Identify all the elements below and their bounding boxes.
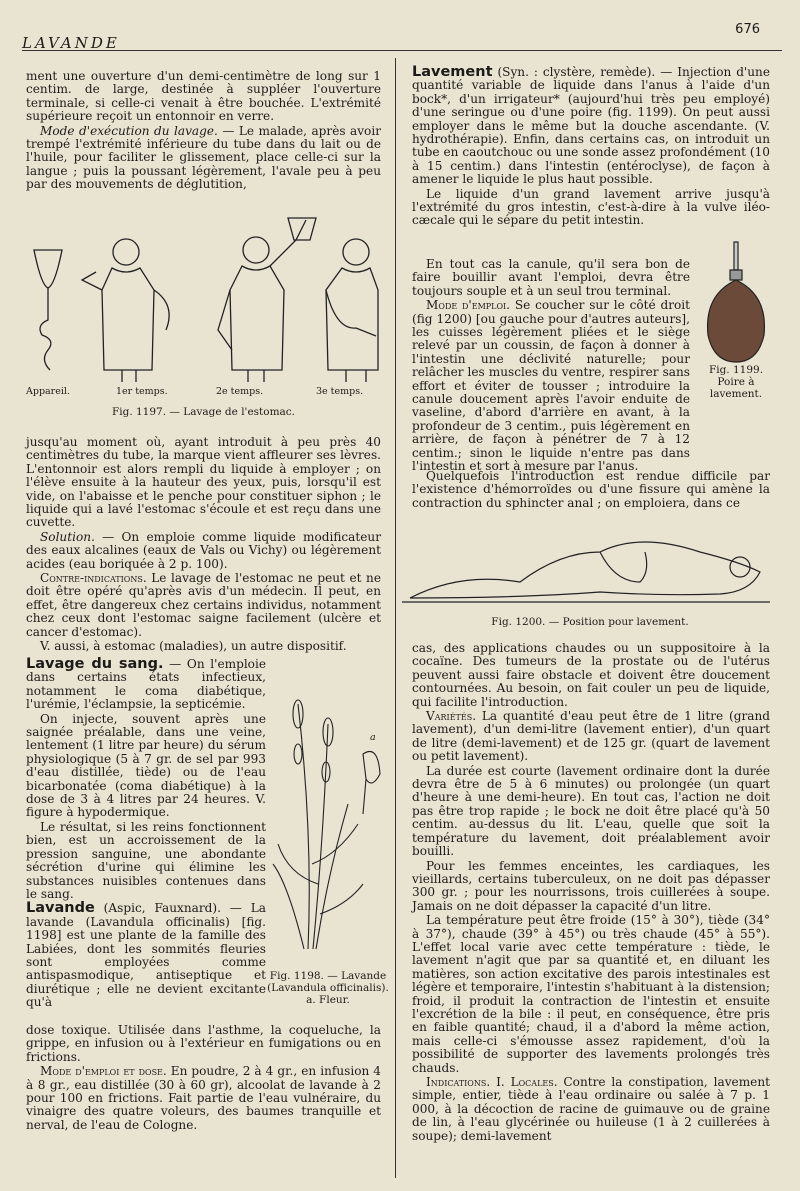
right-column-mode-emploi	[412, 258, 690, 475]
left-paragraph-3: jusqu'au moment où, ayant introduit à peu près 40 centimètres du tube, la marque vient affleurer ses lèvres. L'entonnoir est alors rempli du liquide à employer ; on l'élève ensuite à la hauteur des yeux, puis, lorsqu'il est vide, on l'abaisse et le penche pour constituer siphon ; le liquide qui a lavé l'estomac s'écoule et est reçu dans une cuvette.	[26, 435, 381, 530]
fig1197-label-temps-3: 3e temps.	[316, 386, 364, 397]
right-paragraph-11: Indications. I. Locales. Contre la constipation, lavement simple, entier, tiède à l'eau ordinaire ou salée à 7 p. 1 000, à la décoction de racine de guimauve ou de graine de lin, à l'eau glycérinée ou huileuse (1 à 2 cuillerées à soupe); demi-lavement	[412, 1075, 770, 1143]
enema-position-illustration	[400, 512, 780, 612]
lavender-illustration	[268, 684, 388, 954]
enema-bulb-illustration	[700, 240, 772, 365]
left-paragraph-10: Lavande (Aspic, Fauxnard). — La lavande (Lavandula officinalis) [fig. 1198] est une plante de la famille des Labiées, dont les sommités fleuries sont employées comme antispasmodique, antiseptique et diurétique ; elle ne devient excitante qu'à	[26, 900, 266, 1010]
left-column-lavage-sang	[26, 658, 266, 1011]
page-number: 676	[735, 22, 760, 37]
figure-1197	[26, 210, 381, 425]
fig1200-caption: Fig. 1200. — Position pour lavement.	[491, 616, 689, 628]
fig1199-caption: Fig. 1199. Poire à lavement.	[708, 364, 764, 400]
right-paragraph-4: Mode d'emploi. Se coucher sur le côté droit (fig 1200) [ou gauche pour d'autres auteurs], les cuisses légèrement pliées et le siège relevé par un coussin, de façon à donner à l'intestin une déclivité naturelle; pour relâcher les muscles du ventre, respirer sans effort et éviter de tousser ; introduire la canule doucement après l'avoir enduite de vaseline, d'abord d'arrière en avant, à la profondeur de 3 centim., puis légèrement en arrière, de façon à pénétrer de 7 à 12 centim.; sinon le liquide n'entre pas dans l'intestin et sort à mesure par l'anus.	[412, 298, 690, 474]
right-column-middle	[412, 470, 770, 511]
right-column-top	[412, 66, 770, 229]
fig1198-flower-label: a	[370, 732, 376, 743]
fig1197-label-temps-2: 2e temps.	[216, 386, 264, 397]
right-paragraph-6: cas, des applications chaudes ou un suppositoire à la cocaïne. Des tumeurs de la prostate ou de l'utérus peuvent aussi faire obstacle et doivent être doucement contournées. Au besoin, on fait couler un peu de liquide, qui facilite l'introduction.	[412, 641, 770, 709]
left-column-middle	[26, 436, 381, 655]
right-paragraph-10: La température peut être froide (15° à 30°), tiède (34° à 37°), chaude (39° à 45°) ou très chaude (45° à 55°). L'effet local varie avec cette température : tiède, le lavement n'agit que par sa quantité et, en diluant les matières, son action excitative des parois intestinales est légère et temporaire, l'intestin s'habituant à la distension; froid, il produit la contraction de l'intestin et ensuite l'excrétion de la bile : il peut, en conséquence, être pris en faible quantité; chaud, il a d'abord la même action, mais celle-ci s'émousse assez rapidement, d'où la possibilité de supporter des lavements prolongés très chauds.	[412, 913, 770, 1075]
right-paragraph-7: Variétés. La quantité d'eau peut être de 1 litre (grand lavement), d'un demi-litre (lavement entier), d'un quart de litre (demi-lavement) et de 125 gr. (quart de lavement ou petit lavement).	[412, 709, 770, 764]
left-paragraph-4: Solution. — On emploie comme liquide modificateur des eaux alcalines (eaux de Vals ou Vichy) ou légèrement acides (eau boriquée à 2 p. 100).	[26, 529, 381, 571]
left-column-bottom	[26, 1024, 381, 1133]
right-paragraph-8: La durée est courte (lavement ordinaire dont la durée devra être de 5 à 6 minutes) ou prolongée (un quart d'heure à une demi-heure). En tout cas, l'action ne doit pas être trop rapide ; le bock ne doit être placé qu'à 50 centim. au-dessus du lit. L'eau, quelle que soit la température du lavement, doit préalablement avoir bouilli.	[412, 763, 770, 859]
right-paragraph-1: Lavement (Syn. : clystère, remède). — Injection d'une quantité variable de liquide dans l'anus à l'aide d'un bock*, d'un irrigateur* (aujourd'hui très peu employé) d'une seringue ou d'une poire (fig. 1199). On peut aussi employer dans le même but la douche ascendante. (V. hydrothérapie). Enfin, dans certains cas, on introduit un tube en caoutchouc ou une sonde assez profondément (10 à 15 centim.) dans l'intestin (entéroclyse), de façon à amener le liquide le plus haut possible.	[412, 64, 770, 187]
left-paragraph-9: Le résultat, si les reins fonctionnent bien, est un accroissement de la pression sanguine, une abondante sécrétion d'urine qui élimine les substances nuisibles contenues dans le sang.	[26, 819, 266, 901]
figure-1198	[268, 684, 388, 1004]
left-paragraph-1: ment une ouverture d'un demi-centimètre de long sur 1 centim. de large, destinée à suppléer l'ouverture terminale, si celle-ci venait à être bouchée. L'extrémité supérieure reçoit un entonnoir en verre.	[26, 69, 381, 124]
running-title: LAVANDE	[22, 34, 120, 52]
fig1198-caption: Fig. 1198. — Lavande (Lavandula officinalis). a. Fleur.	[267, 970, 389, 1006]
column-divider	[395, 58, 396, 1178]
right-column-bottom	[412, 642, 770, 1144]
right-paragraph-5: Quelquefois l'introduction est rendue difficile par l'existence d'hémorroïdes ou d'une fissure qui amène la contraction du sphincter anal ; on emploiera, dans ce	[412, 469, 770, 510]
right-paragraph-9: Pour les femmes enceintes, les cardiaques, les vieillards, certains tuberculeux, on ne doit pas dépasser 300 gr. ; pour les nourrissons, trois cuillerées à soupe. Jamais on ne doit dépasser la capacité d'un litre.	[412, 858, 770, 913]
header-rule	[22, 50, 782, 51]
left-paragraph-2: Mode d'exécution du lavage. — Le malade, après avoir trempé l'extrémité inférieure du tube dans du lait ou de l'huile, pour faciliter le glissement, place celle-ci sur la langue ; puis la poussant légèrement, l'avale peu à peu par des mouvements de déglutition,	[26, 123, 381, 192]
left-paragraph-6: V. aussi, à estomac (maladies), un autre dispositif.	[40, 639, 347, 654]
left-paragraph-11: Mode d'emploi et dose. En poudre, 2 à 4 gr., en infusion 4 à 8 gr., eau distillée (30 à 60 gr), alcoolat de lavande à 2 pour 100 en frictions. Fait partie de l'eau vulnéraire, du vinaigre des quatre voleurs, des baumes tranquille et nerval, de l'eau de Cologne.	[26, 1064, 381, 1132]
left-paragraph-10-cont: dose toxique. Utilisée dans l'asthme, la coqueluche, la grippe, en infusion ou à l'extérieur en fumigations ou en frictions.	[26, 1023, 381, 1064]
fig1197-label-temps-1: 1er temps.	[116, 386, 168, 397]
figure-1199	[700, 240, 772, 400]
fig1197-label-appareil: Appareil.	[26, 386, 70, 397]
fig1197-caption: Fig. 1197. — Lavage de l'estomac.	[111, 406, 296, 418]
left-paragraph-8: On injecte, souvent après une saignée préalable, dans une veine, lentement (1 litre par heure) du sérum physiologique (5 à 7 gr. de sel par 993 d'eau distillée, tiède) ou de l'eau bicarbonatée (coma diabétique) à la dose de 3 à 4 litres par 24 heures. V. figure à hypodermique.	[26, 711, 266, 820]
stomach-lavage-illustration	[26, 210, 381, 385]
left-paragraph-7: Lavage du sang. — On l'emploie dans certains états infectieux, notamment le coma diabétique, l'urémie, l'éclampsie, la septicémie.	[26, 656, 266, 712]
left-column-top	[26, 70, 381, 193]
funnel-shape	[34, 250, 62, 288]
right-paragraph-3: En tout cas la canule, qu'il sera bon de faire bouillir avant l'emploi, devra être toujours souple et à un seul trou terminal.	[412, 257, 690, 298]
running-header	[22, 20, 760, 52]
right-paragraph-2: Le liquide d'un grand lavement arrive jusqu'à l'extrémité du gros intestin, c'est-à-dire à la vulve iléo-cæcale qui le sépare du petit intestin.	[412, 186, 770, 228]
figure-1200	[400, 512, 780, 632]
left-paragraph-5: Contre-indications. Le lavage de l'estomac ne peut et ne doit être opéré qu'après avis d'un médecin. Il peut, en effet, être dangereux chez certains individus, notamment chez ceux dont l'estomac saigne facilement (ulcère et cancer d'estomac).	[26, 571, 381, 639]
